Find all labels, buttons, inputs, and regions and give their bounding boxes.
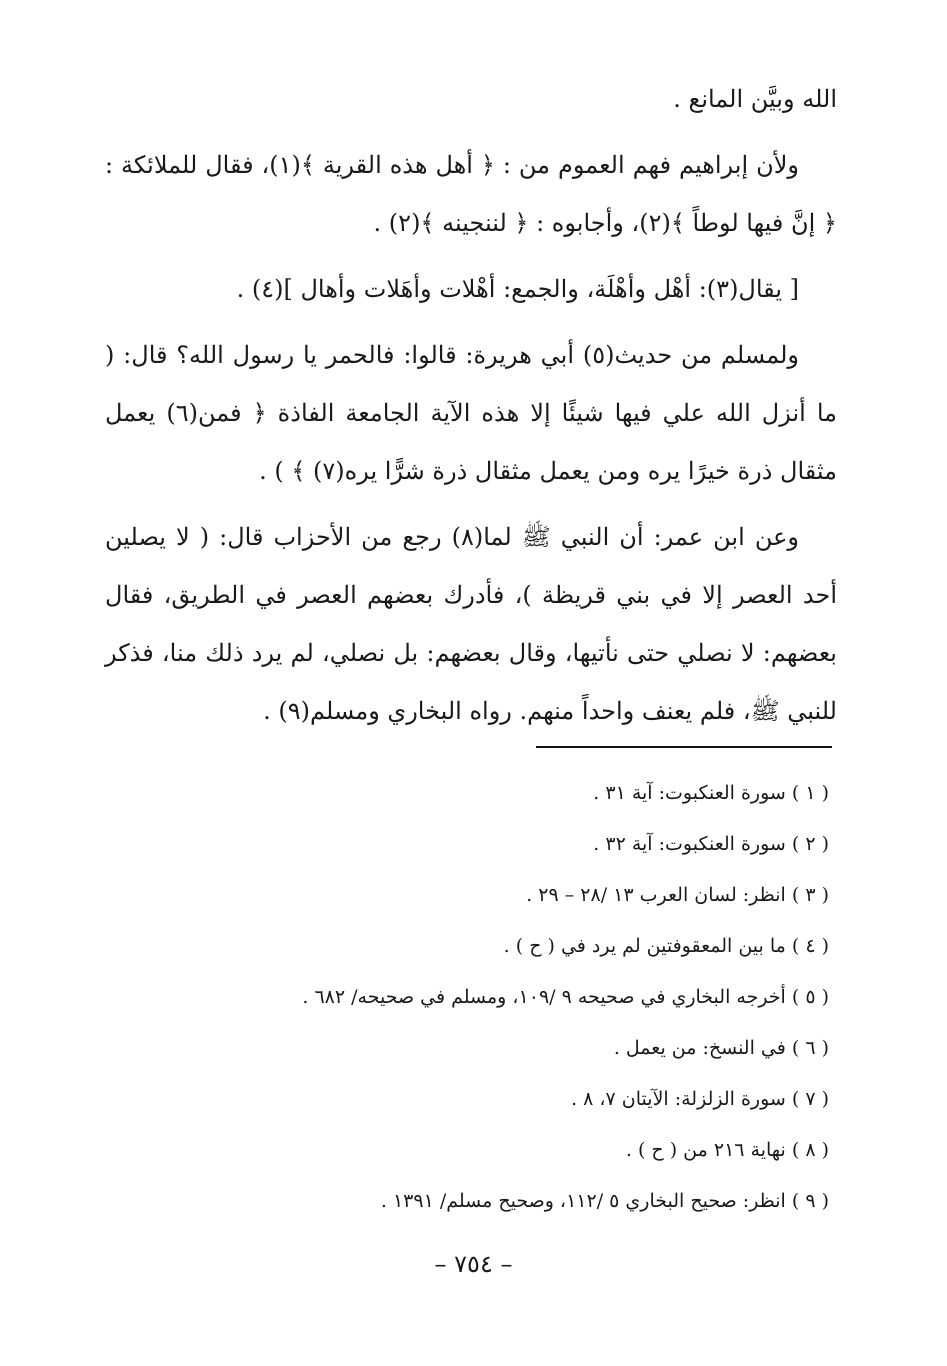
footnote-3: ( ٣ ) انظر: لسان العرب ١٣ /٢٨ – ٢٩ . bbox=[526, 884, 829, 906]
footnote-9: ( ٩ ) انظر: صحيح البخاري ٥ /١١٢، وصحيح مسلم/ ١٣٩١ . bbox=[380, 1190, 829, 1212]
footnote-2: ( ٢ ) سورة العنكبوت: آية ٣٢ . bbox=[593, 833, 829, 855]
footnotes-list bbox=[110, 768, 829, 1227]
footnote-8: ( ٨ ) نهاية ٢١٦ من ( ح ) . bbox=[625, 1139, 829, 1161]
paragraph-1: الله وبيَّن المانع . bbox=[673, 85, 837, 113]
footnote-1: ( ١ ) سورة العنكبوت: آية ٣١ . bbox=[593, 782, 829, 804]
main-text bbox=[105, 70, 837, 748]
paragraph-2: ولأن إبراهيم فهم العموم من : ﴿ أهل هذه القرية ﴾(١)، فقال للملائكة : ﴿ إنَّ فيها لوطاً ﴾(٢)، وأجابوه : ﴿ لننجينه ﴾(٢) . bbox=[105, 151, 837, 237]
footnote-6: ( ٦ ) في النسخ: من يعمل . bbox=[613, 1037, 829, 1059]
footnote-4: ( ٤ ) ما بين المعقوفتين لم يرد في ( ح ) . bbox=[503, 935, 829, 957]
footnote-divider bbox=[536, 746, 832, 748]
paragraph-5: وعن ابن عمر: أن النبي ﷺ لما(٨) رجع من الأحزاب قال: ( لا يصلين أحد العصر إلا في بني قريظة )، فأدرك بعضهم العصر في الطريق، فقال بعضهم: لا نصلي حتى نأتيها، وقال بعضهم: بل نصلي، لم يرد ذلك منا، فذكر للنبي ﷺ، فلم يعنف واحداً منهم. رواه البخاري ومسلم(٩) . bbox=[105, 523, 837, 725]
footnote-5: ( ٥ ) أخرجه البخاري في صحيحه ٩ /١٠٩، ومسلم في صحيحه/ ٦٨٢ . bbox=[302, 986, 829, 1008]
paragraph-3: [ يقال(٣): أهْل وأهْلَة، والجمع: أهْلات وأهَلات وأهال ](٤) . bbox=[236, 275, 799, 303]
paragraph-4: ولمسلم من حديث(٥) أبي هريرة: قالوا: فالحمر يا رسول الله؟ قال: ( ما أنزل الله علي فيها شيئًا إلا هذه الآية الجامعة الفاذة ﴿ فمن(٦) يعمل مثقال ذرة خيرًا يره ومن يعمل مثقال ذرة شرًّا يره(٧) ﴾ ) . bbox=[105, 341, 837, 485]
footnote-7: ( ٧ ) سورة الزلزلة: الآيتان ٧، ٨ . bbox=[571, 1088, 829, 1110]
page-number: – ٧٥٤ – bbox=[434, 1250, 513, 1278]
